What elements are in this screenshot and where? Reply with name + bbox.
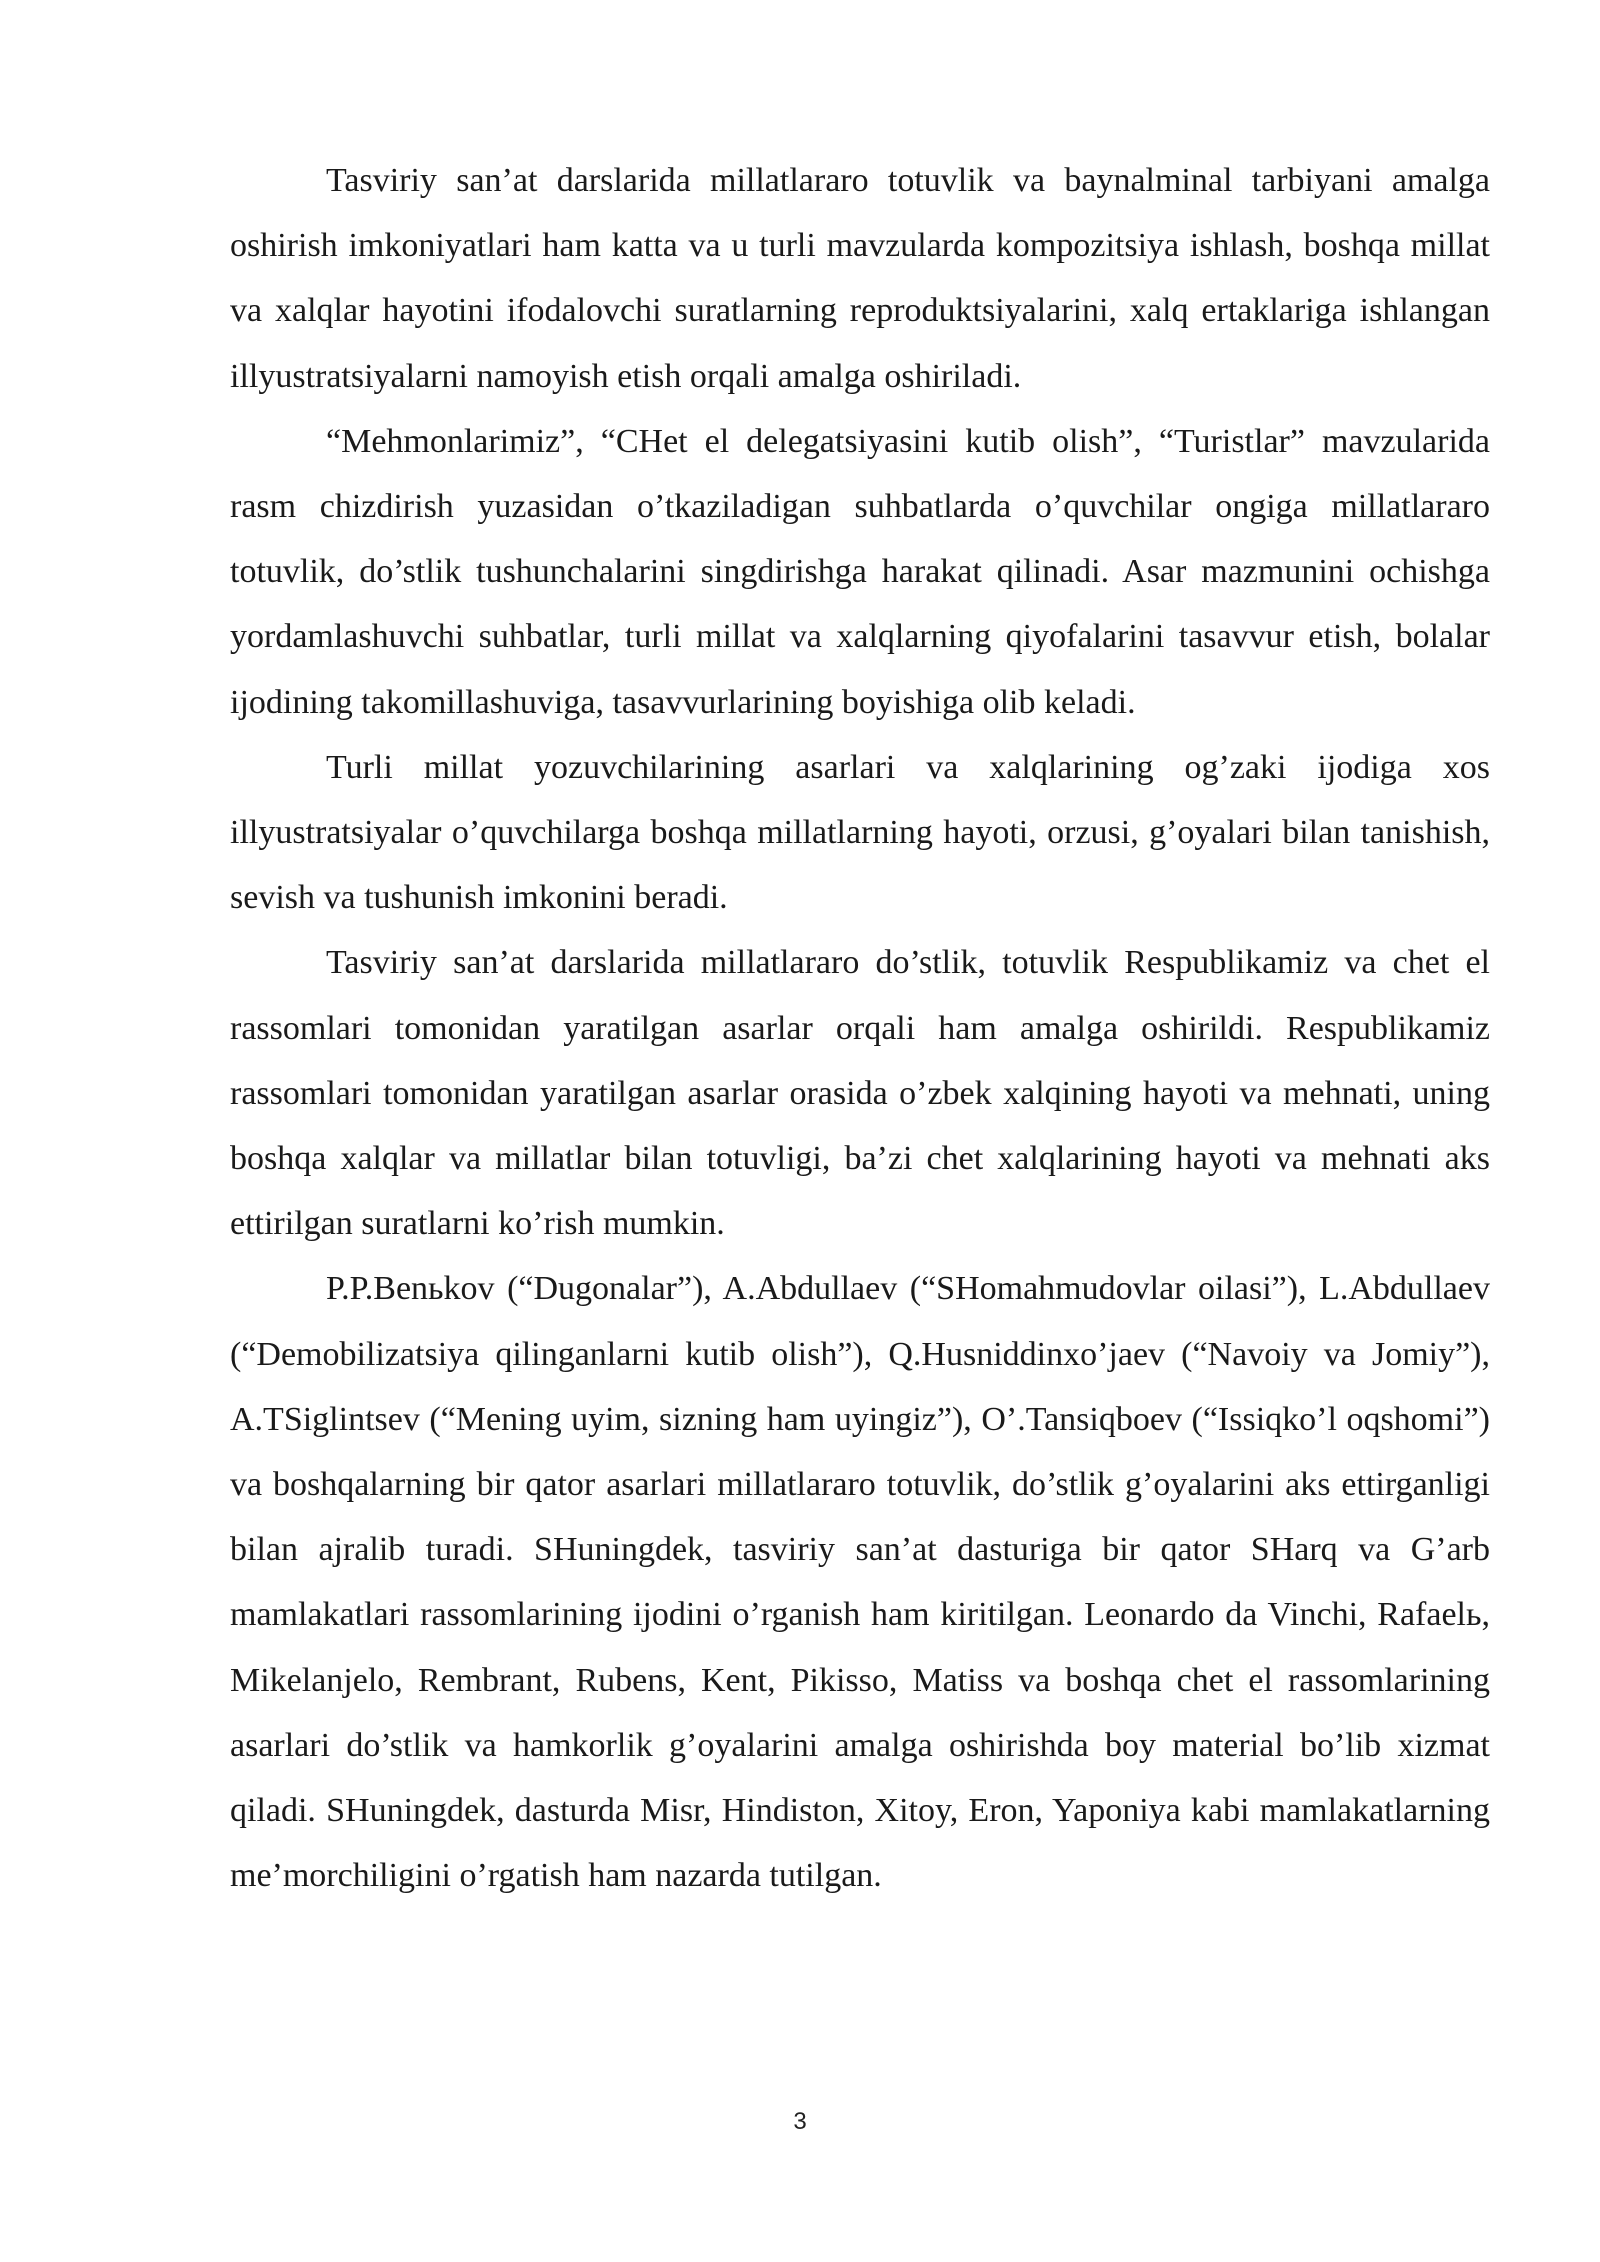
paragraph-2: “Mehmonlarimiz”, “CHet el delegatsiyasini kutib olish”, “Turistlar” mavzularida rasm chizdirish yuzasidan o’tkaziladigan suhbatlarda o’quvchilar ongiga millatlararo totuvlik, do’stlik tushunchalarini singdirishga harakat qilinadi. Asar mazmunini ochishga yordamlashuvchi suhbatlar, turli millat va xalqlarning qiyofalarini tasavvur etish, bolalar ijodining takomillashuviga, tasavvurlarining boyishiga olib keladi.	[230, 422, 1490, 721]
paragraph-3: Turli millat yozuvchilarining asarlari va xalqlarining og’zaki ijodiga xos illyustratsiyalar o’quvchilarga boshqa millatlarning hayoti, orzusi, g’oyalari bilan tanishish, sevish va tushunish imkonini beradi.	[230, 748, 1490, 917]
page-number: 3	[793, 2108, 807, 2135]
body-text	[230, 148, 1490, 1908]
paragraph-5: P.P.Benьkov (“Dugonalar”), A.Abdullaev (“SHomahmudovlar oilasi”), L.Abdullaev (“Demobilizatsiya qilinganlarni kutib olish”), Q.Husniddinxo’jaev (“Navoiy va Jomiy”), A.TSiglintsev (“Mening uyim, sizning ham uyingiz”), O’.Tansiqboev (“Issiqko’l oqshomi”) va boshqalarning bir qator asarlari millatlararo totuvlik, do’stlik g’oyalarini aks ettirganligi bilan ajralib turadi. SHuningdek, tasviriy san’at dasturiga bir qator SHarq va G’arb mamlakatlari rassomlarining ijodini o’rganish ham kiritilgan. Leonardo da Vinchi, Rafaelь, Mikelanjelo, Rembrant, Rubens, Kent, Pikisso, Matiss va boshqa chet el rassomlarining asarlari do’stlik va hamkorlik g’oyalarini amalga oshirishda boy material bo’lib xizmat qiladi. SHuningdek, dasturda Misr, Hindiston, Xitoy, Eron, Yaponiya kabi mamlakatlarning me’morchiligini o’rgatish ham nazarda tutilgan.	[230, 1270, 1490, 1895]
paragraph-1: Tasviriy san’at darslarida millatlararo totuvlik va baynalminal tarbiyani amalga oshirish imkoniyatlari ham katta va u turli mavzularda kompozitsiya ishlash, boshqa millat va xalqlar hayotini ifodalovchi suratlarning reproduktsiyalarini, xalq ertaklariga ishlangan illyustratsiyalarni namoyish etish orqali amalga oshiriladi.	[230, 162, 1490, 395]
paragraph-4: Tasviriy san’at darslarida millatlararo do’stlik, totuvlik Respublikamiz va chet el rassomlari tomonidan yaratilgan asarlar orqali ham amalga oshirildi. Respublikamiz rassomlari tomonidan yaratilgan asarlar orasida o’zbek xalqining hayoti va mehnati, uning boshqa xalqlar va millatlar bilan totuvligi, ba’zi chet xalqlarining hayoti va mehnati aks ettirilgan suratlarni ko’rish mumkin.	[230, 944, 1490, 1243]
